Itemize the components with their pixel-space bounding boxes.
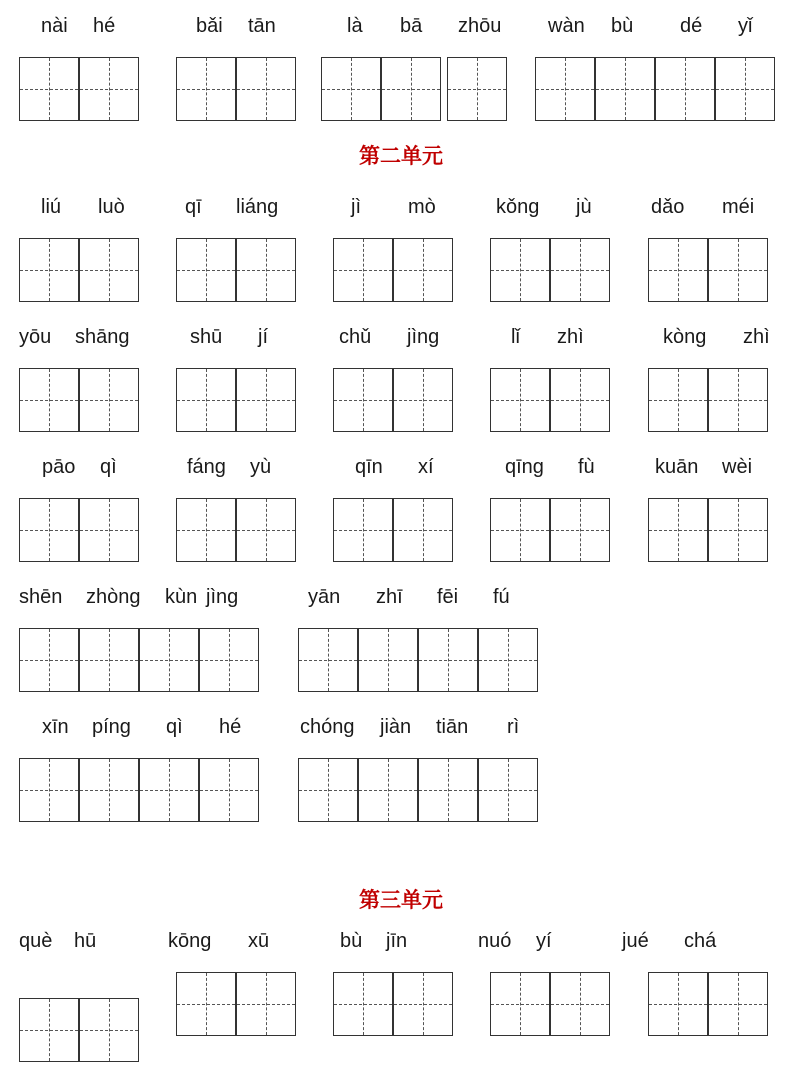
writing-cell[interactable] bbox=[358, 758, 418, 822]
pinyin-syllable: zhòng bbox=[86, 586, 141, 608]
writing-cell[interactable] bbox=[550, 368, 610, 432]
writing-cell[interactable] bbox=[648, 498, 708, 562]
writing-cell[interactable] bbox=[79, 368, 139, 432]
writing-cell[interactable] bbox=[490, 368, 550, 432]
writing-cell[interactable] bbox=[550, 972, 610, 1036]
pinyin-syllable: hé bbox=[93, 15, 116, 37]
pinyin-syllable: jì bbox=[351, 196, 361, 218]
pinyin-syllable: yān bbox=[308, 586, 341, 608]
writing-cell[interactable] bbox=[381, 57, 441, 121]
pinyin-syllable: jìng bbox=[407, 326, 440, 348]
writing-cell[interactable] bbox=[79, 628, 139, 692]
writing-cell[interactable] bbox=[708, 238, 768, 302]
writing-cell[interactable] bbox=[176, 238, 236, 302]
writing-cell[interactable] bbox=[236, 972, 296, 1036]
pinyin-syllable: nài bbox=[41, 15, 68, 37]
pinyin-syllable: yù bbox=[250, 456, 272, 478]
writing-cell[interactable] bbox=[478, 758, 538, 822]
writing-cell[interactable] bbox=[418, 628, 478, 692]
writing-cell[interactable] bbox=[19, 368, 79, 432]
pinyin-syllable: què bbox=[19, 930, 53, 952]
writing-cell[interactable] bbox=[550, 238, 610, 302]
pinyin-syllable: zhī bbox=[376, 586, 403, 608]
writing-cell[interactable] bbox=[19, 57, 79, 121]
pinyin-syllable: xí bbox=[418, 456, 434, 478]
writing-cell[interactable] bbox=[176, 368, 236, 432]
pinyin-syllable: bǎi bbox=[196, 15, 223, 37]
writing-cell[interactable] bbox=[19, 498, 79, 562]
writing-cell[interactable] bbox=[393, 498, 453, 562]
pinyin-syllable: jí bbox=[258, 326, 268, 348]
writing-cell[interactable] bbox=[535, 57, 595, 121]
pinyin-syllable: jù bbox=[576, 196, 592, 218]
writing-cell[interactable] bbox=[176, 498, 236, 562]
writing-cell[interactable] bbox=[236, 498, 296, 562]
pinyin-syllable: qì bbox=[166, 716, 183, 738]
writing-cell[interactable] bbox=[79, 57, 139, 121]
unit-title-3: 第三单元 bbox=[359, 888, 443, 912]
pinyin-syllable: shū bbox=[190, 326, 223, 348]
pinyin-syllable: méi bbox=[722, 196, 755, 218]
writing-cell[interactable] bbox=[298, 628, 358, 692]
writing-cell[interactable] bbox=[321, 57, 381, 121]
pinyin-syllable: luò bbox=[98, 196, 125, 218]
writing-cell[interactable] bbox=[595, 57, 655, 121]
writing-cell[interactable] bbox=[199, 758, 259, 822]
pinyin-syllable: hū bbox=[74, 930, 97, 952]
writing-cell[interactable] bbox=[176, 972, 236, 1036]
writing-cell[interactable] bbox=[298, 758, 358, 822]
pinyin-syllable: wàn bbox=[548, 15, 585, 37]
writing-cell[interactable] bbox=[648, 368, 708, 432]
pinyin-syllable: là bbox=[347, 15, 363, 37]
writing-cell[interactable] bbox=[333, 972, 393, 1036]
writing-cell[interactable] bbox=[79, 498, 139, 562]
pinyin-syllable: qì bbox=[100, 456, 117, 478]
writing-cell[interactable] bbox=[199, 628, 259, 692]
pinyin-syllable: fú bbox=[493, 586, 510, 608]
writing-cell[interactable] bbox=[393, 368, 453, 432]
pinyin-syllable: qīn bbox=[355, 456, 383, 478]
pinyin-syllable: bù bbox=[340, 930, 363, 952]
pinyin-syllable: pāo bbox=[42, 456, 76, 478]
pinyin-syllable: chá bbox=[684, 930, 717, 952]
writing-cell[interactable] bbox=[333, 238, 393, 302]
pinyin-syllable: kōng bbox=[168, 930, 212, 952]
pinyin-syllable: kùn bbox=[165, 586, 198, 608]
pinyin-syllable: yōu bbox=[19, 326, 52, 348]
pinyin-syllable: lǐ bbox=[511, 326, 520, 348]
writing-cell[interactable] bbox=[236, 57, 296, 121]
pinyin-syllable: kòng bbox=[663, 326, 707, 348]
pinyin-syllable: hé bbox=[219, 716, 242, 738]
pinyin-syllable: tān bbox=[248, 15, 276, 37]
writing-cell[interactable] bbox=[139, 758, 199, 822]
pinyin-syllable: rì bbox=[507, 716, 520, 738]
writing-cell[interactable] bbox=[139, 628, 199, 692]
pinyin-syllable: liáng bbox=[236, 196, 279, 218]
pinyin-syllable: tiān bbox=[436, 716, 469, 738]
pinyin-syllable: dé bbox=[680, 15, 703, 37]
pinyin-syllable: kuān bbox=[655, 456, 699, 478]
pinyin-syllable: zhōu bbox=[458, 15, 502, 37]
writing-cell[interactable] bbox=[490, 498, 550, 562]
writing-cell[interactable] bbox=[236, 368, 296, 432]
writing-cell[interactable] bbox=[236, 238, 296, 302]
writing-cell[interactable] bbox=[648, 238, 708, 302]
pinyin-syllable: jué bbox=[622, 930, 649, 952]
pinyin-syllable: bā bbox=[400, 15, 423, 37]
pinyin-syllable: fù bbox=[578, 456, 595, 478]
writing-cell[interactable] bbox=[393, 972, 453, 1036]
pinyin-syllable: píng bbox=[92, 716, 131, 738]
pinyin-syllable: xū bbox=[248, 930, 270, 952]
writing-cell[interactable] bbox=[79, 238, 139, 302]
pinyin-syllable: jīn bbox=[386, 930, 408, 952]
pinyin-syllable: nuó bbox=[478, 930, 512, 952]
writing-cell[interactable] bbox=[176, 57, 236, 121]
writing-cell[interactable] bbox=[79, 998, 139, 1062]
writing-cell[interactable] bbox=[447, 57, 507, 121]
writing-cell[interactable] bbox=[333, 368, 393, 432]
pinyin-syllable: xīn bbox=[42, 716, 69, 738]
pinyin-syllable: chǔ bbox=[339, 326, 372, 348]
pinyin-syllable: fáng bbox=[187, 456, 226, 478]
writing-cell[interactable] bbox=[708, 368, 768, 432]
writing-cell[interactable] bbox=[19, 628, 79, 692]
pinyin-syllable: mò bbox=[408, 196, 436, 218]
pinyin-syllable: chóng bbox=[300, 716, 355, 738]
pinyin-syllable: shāng bbox=[75, 326, 130, 348]
pinyin-syllable: jìng bbox=[206, 586, 239, 608]
writing-cell[interactable] bbox=[19, 238, 79, 302]
unit-title-2: 第二单元 bbox=[359, 144, 443, 168]
pinyin-syllable: kǒng bbox=[496, 196, 540, 218]
writing-cell[interactable] bbox=[418, 758, 478, 822]
writing-cell[interactable] bbox=[478, 628, 538, 692]
writing-cell[interactable] bbox=[708, 498, 768, 562]
writing-cell[interactable] bbox=[708, 972, 768, 1036]
pinyin-syllable: yǐ bbox=[738, 15, 753, 37]
pinyin-syllable: dǎo bbox=[651, 196, 685, 218]
writing-cell[interactable] bbox=[648, 972, 708, 1036]
writing-cell[interactable] bbox=[19, 998, 79, 1062]
writing-cell[interactable] bbox=[79, 758, 139, 822]
writing-cell[interactable] bbox=[550, 498, 610, 562]
writing-cell[interactable] bbox=[19, 758, 79, 822]
writing-cell[interactable] bbox=[490, 972, 550, 1036]
writing-cell[interactable] bbox=[393, 238, 453, 302]
writing-cell[interactable] bbox=[333, 498, 393, 562]
pinyin-syllable: qīng bbox=[505, 456, 544, 478]
pinyin-syllable: zhì bbox=[557, 326, 584, 348]
pinyin-syllable: liú bbox=[41, 196, 62, 218]
pinyin-syllable: zhì bbox=[743, 326, 770, 348]
pinyin-syllable: bù bbox=[611, 15, 634, 37]
pinyin-syllable: fēi bbox=[437, 586, 459, 608]
pinyin-syllable: shēn bbox=[19, 586, 63, 608]
writing-cell[interactable] bbox=[358, 628, 418, 692]
writing-cell[interactable] bbox=[715, 57, 775, 121]
writing-cell[interactable] bbox=[490, 238, 550, 302]
pinyin-syllable: wèi bbox=[722, 456, 753, 478]
writing-cell[interactable] bbox=[655, 57, 715, 121]
pinyin-syllable: qī bbox=[185, 196, 202, 218]
pinyin-syllable: yí bbox=[536, 930, 552, 952]
pinyin-syllable: jiàn bbox=[380, 716, 412, 738]
